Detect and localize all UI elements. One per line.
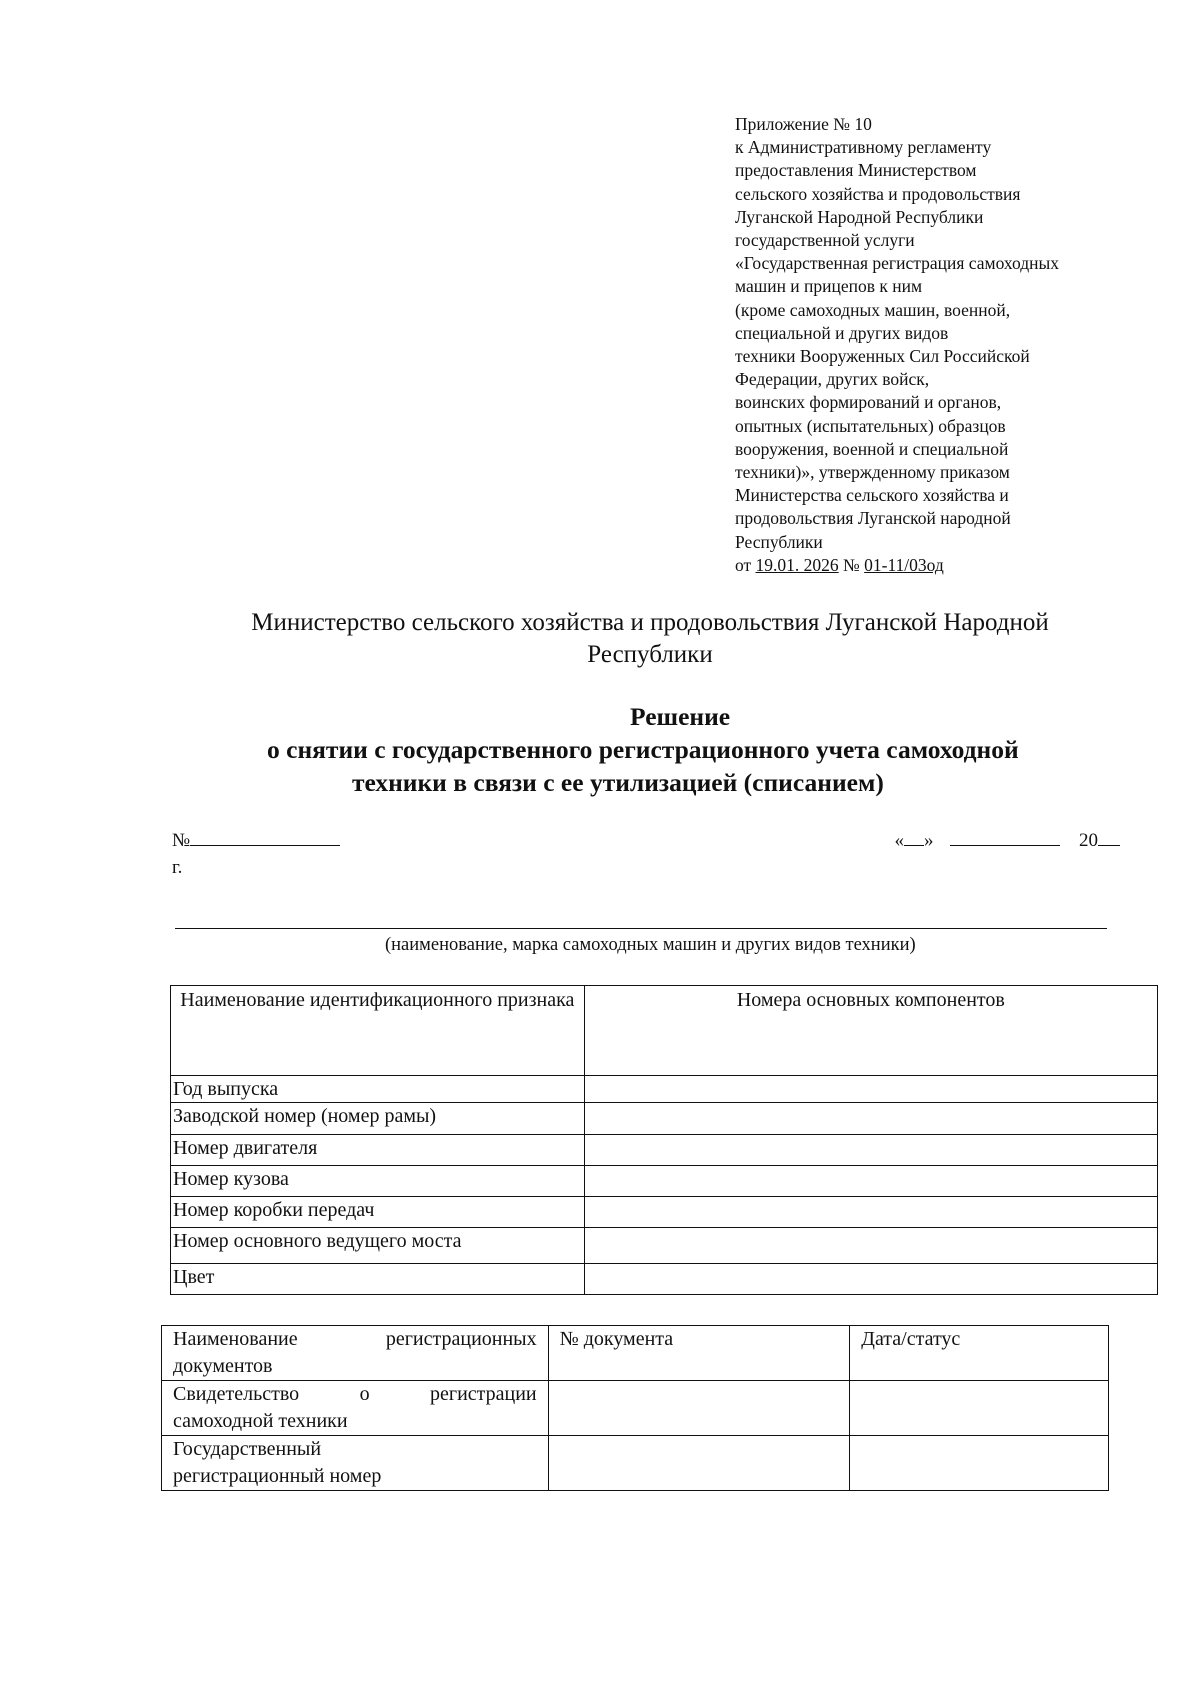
header-document-name [162, 1326, 549, 1381]
decision-title-line-1: о снятии с государственного регистрационного учета самоходной [267, 735, 1019, 764]
appendix-line: предоставления Министерством [735, 160, 977, 181]
appendix-line: Луганской Народной Республики [735, 206, 984, 227]
decision-title-line-2: техники в связи с ее утилизацией (списанием) [352, 768, 884, 797]
appendix-line: опытных (испытательных) образцов [735, 415, 1006, 436]
appendix-line: техники)», утвержденному приказом [735, 462, 1010, 483]
decision-date-field [895, 830, 1121, 852]
order-prefix: от [735, 554, 756, 575]
header-component-numbers: Номера основных компонентов [584, 986, 1157, 1076]
row-value-cell[interactable] [584, 1103, 1157, 1135]
appendix-line: Министерства сельского хозяйства и [735, 485, 1009, 506]
registration-documents-table [161, 1325, 1109, 1491]
header-identification-feature: Наименование идентификационного признака [171, 986, 585, 1076]
machine-name-caption: (наименование, марка самоходных машин и других видов техники) [385, 935, 916, 955]
table-row [171, 1076, 1158, 1103]
row-label-line-1: Государственный [173, 1438, 322, 1460]
table-row [171, 1228, 1158, 1264]
header-document-number: № документа [548, 1326, 850, 1381]
number-sign: № [172, 830, 191, 851]
appendix-order-line [735, 554, 1175, 577]
date-status-cell[interactable] [850, 1381, 1109, 1436]
month-blank[interactable] [950, 831, 1060, 846]
identification-table [170, 985, 1158, 1295]
appendix-line: вооружения, военной и специальной [735, 438, 1009, 459]
appendix-note [735, 113, 1175, 577]
appendix-line: (кроме самоходных машин, военной, [735, 299, 1011, 320]
header-date-status: Дата/статус [850, 1326, 1109, 1381]
order-number-sign: № [838, 554, 865, 575]
header-document-name-line-2: документов [173, 1355, 273, 1377]
number-blank[interactable] [190, 831, 340, 846]
table-row [171, 1103, 1158, 1135]
table-row [171, 1135, 1158, 1166]
document-number-cell[interactable] [548, 1436, 850, 1491]
table-header-row [171, 986, 1158, 1076]
row-label: Номер кузова [171, 1166, 585, 1197]
appendix-line: к Административному регламенту [735, 137, 992, 158]
row-label [162, 1381, 549, 1436]
row-label: Цвет [171, 1264, 585, 1295]
appendix-line: техники Вооруженных Сил Российской [735, 346, 1030, 367]
row-value-cell[interactable] [584, 1264, 1157, 1295]
order-number: 01-11/03од [864, 554, 944, 575]
header-document-name-line-1: Наименование регистрационных [173, 1328, 537, 1350]
appendix-line: специальной и других видов [735, 322, 949, 343]
machine-name-line[interactable] [175, 928, 1107, 929]
ministry-line-2: Республики [587, 641, 713, 668]
table-row [171, 1264, 1158, 1295]
row-value-cell[interactable] [584, 1166, 1157, 1197]
row-value-cell[interactable] [584, 1076, 1157, 1103]
year-blank[interactable] [1098, 831, 1120, 846]
row-label: Номер основного ведущего моста [171, 1228, 585, 1264]
row-label-line-2: регистрационный номер [173, 1465, 382, 1487]
open-quote: « [894, 830, 904, 851]
document-number-cell[interactable] [548, 1381, 850, 1436]
appendix-line: государственной услуги [735, 230, 915, 251]
row-value-cell[interactable] [584, 1135, 1157, 1166]
appendix-line: «Государственная регистрация самоходных [735, 253, 1059, 274]
appendix-line: продовольствия Луганской народной [735, 508, 1011, 529]
table-row [171, 1197, 1158, 1228]
table-row [162, 1436, 1109, 1491]
row-value-cell[interactable] [584, 1197, 1157, 1228]
decision-heading: Решение [630, 702, 731, 731]
row-label: Год выпуска [171, 1076, 585, 1103]
ministry-name [150, 607, 1150, 671]
appendix-line: Приложение № 10 [735, 114, 872, 134]
close-quote: » [924, 830, 934, 851]
row-label: Заводской номер (номер рамы) [171, 1103, 585, 1135]
order-date: 19.01. 2026 [755, 554, 839, 575]
decision-number-field [172, 830, 340, 852]
table-row [171, 1166, 1158, 1197]
row-label: Номер коробки передач [171, 1197, 585, 1228]
table-row [162, 1381, 1109, 1436]
day-blank[interactable] [904, 831, 924, 846]
appendix-line: сельского хозяйства и продовольствия [735, 183, 1021, 204]
row-label-line-2: самоходной техники [173, 1410, 348, 1432]
ministry-line-1: Министерство сельского хозяйства и продовольствия Луганской Народной [251, 609, 1049, 636]
appendix-line: Республики [735, 531, 823, 552]
table-header-row [162, 1326, 1109, 1381]
year-prefix: 20 [1079, 830, 1098, 851]
appendix-line: воинских формирований и органов, [735, 392, 1002, 413]
row-label: Номер двигателя [171, 1135, 585, 1166]
row-value-cell[interactable] [584, 1228, 1157, 1264]
appendix-line: машин и прицепов к ним [735, 276, 923, 297]
appendix-line: Федерации, других войск, [735, 369, 930, 390]
date-status-cell[interactable] [850, 1436, 1109, 1491]
row-label-line-1: Свидетельство о регистрации [173, 1383, 537, 1405]
row-label [162, 1436, 549, 1491]
number-suffix: г. [172, 857, 183, 878]
